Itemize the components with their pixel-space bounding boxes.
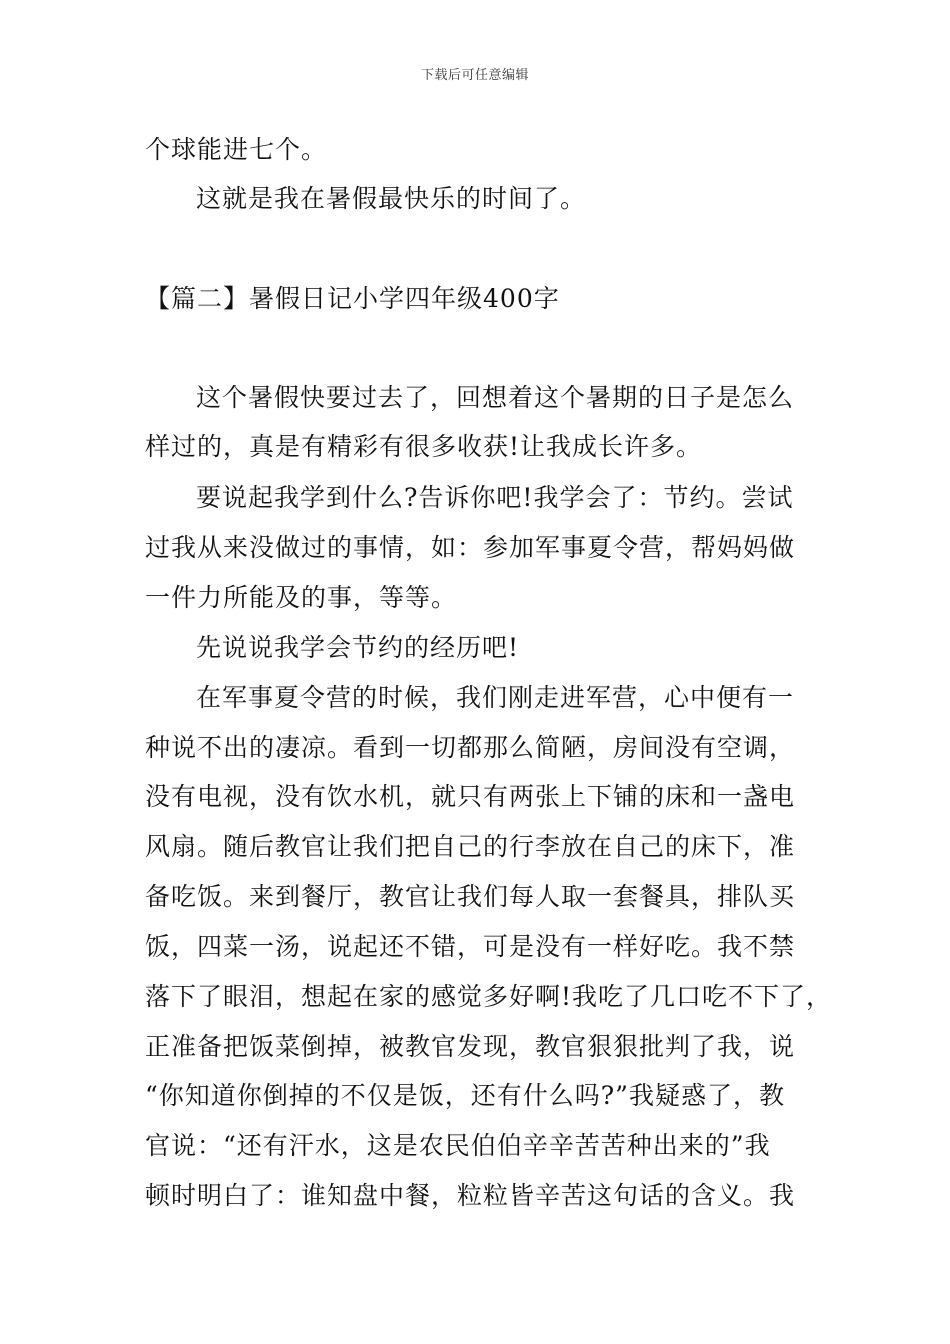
text-line: 官说：“还有汗水，这是农民伯伯辛辛苦苦种出来的”我 xyxy=(145,1131,771,1160)
text-line: 要说起我学到什么?告诉你吧!我学会了：节约。尝试 xyxy=(196,483,794,512)
text-line: 饭，四菜一汤，说起还不错，可是没有一样好吃。我不禁 xyxy=(145,932,796,961)
text-line: 风扇。随后教官让我们把自己的行李放在自己的床下，准 xyxy=(145,832,796,861)
text-line: 先说说我学会节约的经历吧! xyxy=(196,633,520,662)
text-line: 在军事夏令营的时候，我们刚走进军营，心中便有一 xyxy=(196,683,795,712)
page-header: 下载后可任意编辑 xyxy=(420,68,529,83)
text-line: 正准备把饭菜倒掉，被教官发现，教官狠狠批判了我，说 xyxy=(145,1032,796,1061)
text-line: 这个暑假快要过去了，回想着这个暑期的日子是怎么 xyxy=(196,383,795,412)
section-heading: 【篇二】暑假日记小学四年级400字 xyxy=(145,284,560,313)
text-line: 顿时明白了：谁知盘中餐，粒粒皆辛苦这句话的含义。我 xyxy=(145,1181,796,1210)
text-line: 过我从来没做过的事情，如：参加军事夏令营，帮妈妈做 xyxy=(145,533,796,562)
text-line: 种说不出的凄凉。看到一切都那么简陋，房间没有空调， xyxy=(145,733,796,762)
text-line: 这就是我在暑假最快乐的时间了。 xyxy=(196,184,587,213)
text-line: 备吃饭。来到餐厅，教官让我们每人取一套餐具，排队买 xyxy=(145,882,796,911)
text-line: 个球能进七个。 xyxy=(145,135,328,164)
text-line: 样过的，真是有精彩有很多收获!让我成长许多。 xyxy=(145,432,703,461)
text-line: “你知道你倒掉的不仅是饭，还有什么吗?”我疑惑了，教 xyxy=(145,1081,785,1110)
text-line: 落下了眼泪，想起在家的感觉多好啊!我吃了几口吃不下了， xyxy=(145,982,833,1011)
text-line: 一件力所能及的事，等等。 xyxy=(145,583,458,612)
text-line: 没有电视，没有饮水机，就只有两张上下铺的床和一盏电 xyxy=(145,782,796,811)
